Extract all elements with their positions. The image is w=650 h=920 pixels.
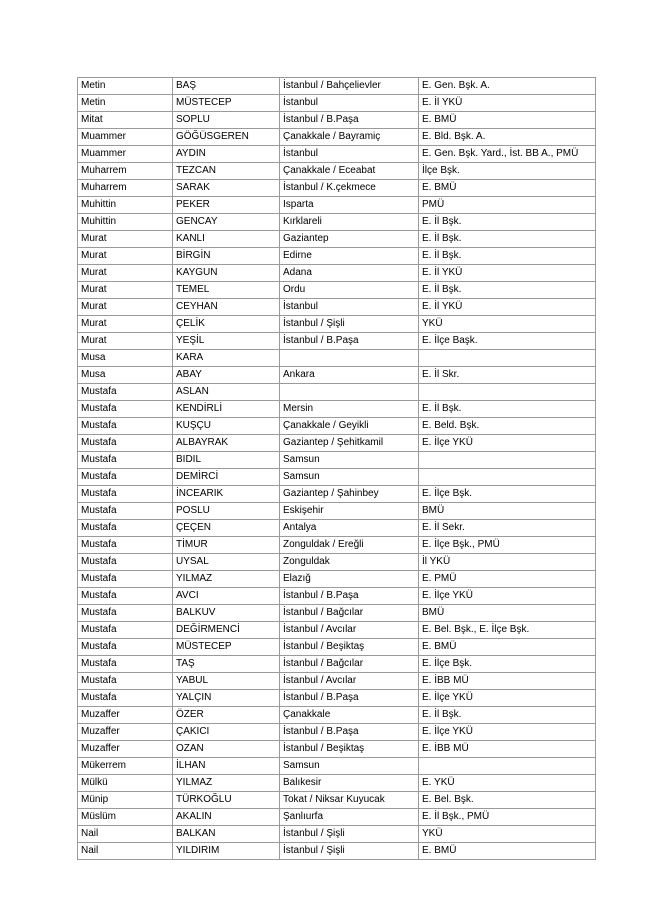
table-row xyxy=(78,350,596,367)
table-row xyxy=(78,469,596,486)
location-cell: Kırklareli xyxy=(280,214,419,231)
location-cell: Balıkesir xyxy=(280,775,419,792)
location-cell: Adana xyxy=(280,265,419,282)
first-name-cell: Muharrem xyxy=(78,163,173,180)
first-name-cell: Mülkü xyxy=(78,775,173,792)
last-name-cell: TEZCAN xyxy=(173,163,280,180)
first-name-cell: Mustafa xyxy=(78,588,173,605)
table-row xyxy=(78,78,596,95)
last-name-cell: YABUL xyxy=(173,673,280,690)
location-cell: Çanakkale / Bayramiç xyxy=(280,129,419,146)
role-cell: E. İlçe Başk. xyxy=(419,333,596,350)
table-row xyxy=(78,554,596,571)
last-name-cell: DEĞİRMENCİ xyxy=(173,622,280,639)
location-cell: İstanbul / Bağcılar xyxy=(280,605,419,622)
table-row xyxy=(78,792,596,809)
last-name-cell: AVCI xyxy=(173,588,280,605)
last-name-cell: DEMİRCİ xyxy=(173,469,280,486)
location-cell: Gaziantep xyxy=(280,231,419,248)
table-row xyxy=(78,588,596,605)
table-row xyxy=(78,333,596,350)
table-row xyxy=(78,231,596,248)
role-cell: E. İl Bşk. xyxy=(419,214,596,231)
first-name-cell: Mustafa xyxy=(78,537,173,554)
table-row xyxy=(78,316,596,333)
last-name-cell: ASLAN xyxy=(173,384,280,401)
first-name-cell: Muzaffer xyxy=(78,724,173,741)
first-name-cell: Mustafa xyxy=(78,384,173,401)
role-cell: BMÜ xyxy=(419,605,596,622)
role-cell: E. İlçe Bşk. xyxy=(419,486,596,503)
role-cell: E. Gen. Bşk. Yard., İst. BB A., PMÜ xyxy=(419,146,596,163)
first-name-cell: Musa xyxy=(78,350,173,367)
role-cell: E. İlçe YKÜ xyxy=(419,724,596,741)
table-row xyxy=(78,775,596,792)
role-cell: E. İl Bşk. xyxy=(419,401,596,418)
table-row xyxy=(78,146,596,163)
last-name-cell: ABAY xyxy=(173,367,280,384)
table-row xyxy=(78,520,596,537)
location-cell: Zonguldak xyxy=(280,554,419,571)
role-cell xyxy=(419,469,596,486)
location-cell: İstanbul / B.Paşa xyxy=(280,112,419,129)
location-cell: Gaziantep / Şehitkamil xyxy=(280,435,419,452)
first-name-cell: Muhittin xyxy=(78,197,173,214)
first-name-cell: Muammer xyxy=(78,129,173,146)
first-name-cell: Muhittin xyxy=(78,214,173,231)
first-name-cell: Murat xyxy=(78,333,173,350)
last-name-cell: TİMUR xyxy=(173,537,280,554)
last-name-cell: PEKER xyxy=(173,197,280,214)
table-row xyxy=(78,707,596,724)
table-row xyxy=(78,299,596,316)
location-cell: Elazığ xyxy=(280,571,419,588)
location-cell: İstanbul / Beşiktaş xyxy=(280,639,419,656)
location-cell: İstanbul / B.Paşa xyxy=(280,724,419,741)
location-cell: İstanbul / B.Paşa xyxy=(280,588,419,605)
table-row xyxy=(78,401,596,418)
location-cell: İstanbul / Avcılar xyxy=(280,622,419,639)
role-cell xyxy=(419,452,596,469)
location-cell: İstanbul / B.Paşa xyxy=(280,333,419,350)
member-table-body xyxy=(78,78,596,860)
location-cell: Çanakkale xyxy=(280,707,419,724)
table-row xyxy=(78,639,596,656)
role-cell: E. İl YKÜ xyxy=(419,95,596,112)
first-name-cell: Mustafa xyxy=(78,605,173,622)
role-cell: YKÜ xyxy=(419,826,596,843)
first-name-cell: Nail xyxy=(78,826,173,843)
location-cell: Samsun xyxy=(280,452,419,469)
role-cell: E. Bel. Bşk. xyxy=(419,792,596,809)
last-name-cell: YILMAZ xyxy=(173,775,280,792)
table-row xyxy=(78,622,596,639)
role-cell: E. PMÜ xyxy=(419,571,596,588)
location-cell: İstanbul xyxy=(280,146,419,163)
role-cell: E. Beld. Bşk. xyxy=(419,418,596,435)
role-cell: E. BMÜ xyxy=(419,843,596,860)
role-cell xyxy=(419,350,596,367)
role-cell: YKÜ xyxy=(419,316,596,333)
last-name-cell: ÇELİK xyxy=(173,316,280,333)
location-cell: Çanakkale / Geyikli xyxy=(280,418,419,435)
table-row xyxy=(78,163,596,180)
role-cell: E. İl Sekr. xyxy=(419,520,596,537)
role-cell: E. BMÜ xyxy=(419,112,596,129)
table-row xyxy=(78,95,596,112)
location-cell: Edirne xyxy=(280,248,419,265)
location-cell: İstanbul xyxy=(280,299,419,316)
table-row xyxy=(78,826,596,843)
role-cell: E. İl Skr. xyxy=(419,367,596,384)
location-cell: İstanbul / Şişli xyxy=(280,316,419,333)
last-name-cell: ALBAYRAK xyxy=(173,435,280,452)
role-cell: E. Gen. Bşk. A. xyxy=(419,78,596,95)
last-name-cell: AYDIN xyxy=(173,146,280,163)
first-name-cell: Mustafa xyxy=(78,418,173,435)
first-name-cell: Murat xyxy=(78,265,173,282)
first-name-cell: Murat xyxy=(78,231,173,248)
location-cell: Şanlıurfa xyxy=(280,809,419,826)
location-cell: İstanbul / Beşiktaş xyxy=(280,741,419,758)
location-cell: Ankara xyxy=(280,367,419,384)
first-name-cell: Mükerrem xyxy=(78,758,173,775)
table-row xyxy=(78,282,596,299)
first-name-cell: Mustafa xyxy=(78,639,173,656)
location-cell: Samsun xyxy=(280,469,419,486)
role-cell: E. BMÜ xyxy=(419,639,596,656)
location-cell: Gaziantep / Şahinbey xyxy=(280,486,419,503)
last-name-cell: CEYHAN xyxy=(173,299,280,316)
role-cell: E. İBB MÜ xyxy=(419,673,596,690)
location-cell: İstanbul / K.çekmece xyxy=(280,180,419,197)
first-name-cell: Mustafa xyxy=(78,401,173,418)
role-cell: E. İlçe YKÜ xyxy=(419,690,596,707)
role-cell: E. İl YKÜ xyxy=(419,299,596,316)
first-name-cell: Murat xyxy=(78,248,173,265)
first-name-cell: Mustafa xyxy=(78,486,173,503)
location-cell: İstanbul / Bağcılar xyxy=(280,656,419,673)
table-row xyxy=(78,486,596,503)
last-name-cell: YALÇIN xyxy=(173,690,280,707)
last-name-cell: ÇAKICI xyxy=(173,724,280,741)
table-row xyxy=(78,503,596,520)
role-cell: E. İlçe YKÜ xyxy=(419,588,596,605)
first-name-cell: Mustafa xyxy=(78,435,173,452)
role-cell: E. İl Bşk. xyxy=(419,282,596,299)
role-cell: PMÜ xyxy=(419,197,596,214)
table-row xyxy=(78,112,596,129)
role-cell: E. İBB MÜ xyxy=(419,741,596,758)
location-cell: Çanakkale / Eceabat xyxy=(280,163,419,180)
location-cell: Isparta xyxy=(280,197,419,214)
last-name-cell: BİRGİN xyxy=(173,248,280,265)
table-row xyxy=(78,843,596,860)
last-name-cell: KARA xyxy=(173,350,280,367)
last-name-cell: OZAN xyxy=(173,741,280,758)
location-cell: Samsun xyxy=(280,758,419,775)
last-name-cell: TÜRKOĞLU xyxy=(173,792,280,809)
first-name-cell: Murat xyxy=(78,299,173,316)
last-name-cell: İLHAN xyxy=(173,758,280,775)
last-name-cell: KENDİRLİ xyxy=(173,401,280,418)
first-name-cell: Murat xyxy=(78,316,173,333)
location-cell: Antalya xyxy=(280,520,419,537)
last-name-cell: KAYGUN xyxy=(173,265,280,282)
location-cell: İstanbul xyxy=(280,95,419,112)
table-row xyxy=(78,758,596,775)
first-name-cell: Mustafa xyxy=(78,673,173,690)
location-cell: Ordu xyxy=(280,282,419,299)
last-name-cell: UYSAL xyxy=(173,554,280,571)
last-name-cell: TEMEL xyxy=(173,282,280,299)
last-name-cell: KUŞÇU xyxy=(173,418,280,435)
first-name-cell: Mustafa xyxy=(78,452,173,469)
first-name-cell: Müslüm xyxy=(78,809,173,826)
first-name-cell: Mustafa xyxy=(78,690,173,707)
role-cell: E. İlçe YKÜ xyxy=(419,435,596,452)
last-name-cell: BALKAN xyxy=(173,826,280,843)
last-name-cell: SARAK xyxy=(173,180,280,197)
table-row xyxy=(78,452,596,469)
last-name-cell: YEŞİL xyxy=(173,333,280,350)
role-cell: E. Bel. Bşk., E. İlçe Bşk. xyxy=(419,622,596,639)
location-cell: İstanbul / B.Paşa xyxy=(280,690,419,707)
last-name-cell: ÖZER xyxy=(173,707,280,724)
first-name-cell: Mustafa xyxy=(78,520,173,537)
last-name-cell: MÜSTECEP xyxy=(173,95,280,112)
table-row xyxy=(78,384,596,401)
role-cell: E. İl Bşk., PMÜ xyxy=(419,809,596,826)
table-row xyxy=(78,537,596,554)
role-cell: İl YKÜ xyxy=(419,554,596,571)
last-name-cell: MÜSTECEP xyxy=(173,639,280,656)
table-row xyxy=(78,180,596,197)
table-row xyxy=(78,690,596,707)
table-row xyxy=(78,214,596,231)
location-cell: Eskişehir xyxy=(280,503,419,520)
table-row xyxy=(78,656,596,673)
first-name-cell: Musa xyxy=(78,367,173,384)
first-name-cell: Münip xyxy=(78,792,173,809)
location-cell: Tokat / Niksar Kuyucak xyxy=(280,792,419,809)
last-name-cell: YILMAZ xyxy=(173,571,280,588)
last-name-cell: AKALIN xyxy=(173,809,280,826)
first-name-cell: Mitat xyxy=(78,112,173,129)
role-cell xyxy=(419,758,596,775)
location-cell xyxy=(280,350,419,367)
first-name-cell: Mustafa xyxy=(78,469,173,486)
location-cell xyxy=(280,384,419,401)
table-row xyxy=(78,741,596,758)
first-name-cell: Mustafa xyxy=(78,503,173,520)
table-row xyxy=(78,724,596,741)
first-name-cell: Muzaffer xyxy=(78,741,173,758)
first-name-cell: Nail xyxy=(78,843,173,860)
table-row xyxy=(78,248,596,265)
table-row xyxy=(78,435,596,452)
role-cell: E. BMÜ xyxy=(419,180,596,197)
role-cell: E. İl Bşk. xyxy=(419,248,596,265)
location-cell: İstanbul / Avcılar xyxy=(280,673,419,690)
location-cell: İstanbul / Bahçelievler xyxy=(280,78,419,95)
last-name-cell: KANLI xyxy=(173,231,280,248)
role-cell: E. İl Bşk. xyxy=(419,707,596,724)
role-cell: E. YKÜ xyxy=(419,775,596,792)
role-cell: E. İl Bşk. xyxy=(419,231,596,248)
last-name-cell: TAŞ xyxy=(173,656,280,673)
role-cell: E. Bld. Bşk. A. xyxy=(419,129,596,146)
last-name-cell: SOPLU xyxy=(173,112,280,129)
table-row xyxy=(78,265,596,282)
first-name-cell: Metin xyxy=(78,78,173,95)
role-cell: E. İlçe Bşk. xyxy=(419,656,596,673)
role-cell: E. İl YKÜ xyxy=(419,265,596,282)
first-name-cell: Muzaffer xyxy=(78,707,173,724)
member-table xyxy=(77,77,596,860)
first-name-cell: Mustafa xyxy=(78,656,173,673)
last-name-cell: POSLU xyxy=(173,503,280,520)
role-cell: E. İlçe Bşk., PMÜ xyxy=(419,537,596,554)
location-cell: Mersin xyxy=(280,401,419,418)
first-name-cell: Metin xyxy=(78,95,173,112)
table-row xyxy=(78,418,596,435)
last-name-cell: YILDIRIM xyxy=(173,843,280,860)
table-row xyxy=(78,129,596,146)
last-name-cell: BIDIL xyxy=(173,452,280,469)
last-name-cell: ÇEÇEN xyxy=(173,520,280,537)
location-cell: İstanbul / Şişli xyxy=(280,843,419,860)
role-cell xyxy=(419,384,596,401)
table-row xyxy=(78,673,596,690)
last-name-cell: BALKUV xyxy=(173,605,280,622)
first-name-cell: Murat xyxy=(78,282,173,299)
last-name-cell: GENCAY xyxy=(173,214,280,231)
last-name-cell: GÖĞÜSGEREN xyxy=(173,129,280,146)
first-name-cell: Mustafa xyxy=(78,622,173,639)
role-cell: BMÜ xyxy=(419,503,596,520)
table-row xyxy=(78,571,596,588)
first-name-cell: Mustafa xyxy=(78,571,173,588)
location-cell: Zonguldak / Ereğli xyxy=(280,537,419,554)
first-name-cell: Muharrem xyxy=(78,180,173,197)
location-cell: İstanbul / Şişli xyxy=(280,826,419,843)
first-name-cell: Muammer xyxy=(78,146,173,163)
role-cell: İlçe Bşk. xyxy=(419,163,596,180)
table-row xyxy=(78,367,596,384)
table-row xyxy=(78,809,596,826)
table-row xyxy=(78,197,596,214)
first-name-cell: Mustafa xyxy=(78,554,173,571)
last-name-cell: İNCEARIK xyxy=(173,486,280,503)
table-row xyxy=(78,605,596,622)
last-name-cell: BAŞ xyxy=(173,78,280,95)
